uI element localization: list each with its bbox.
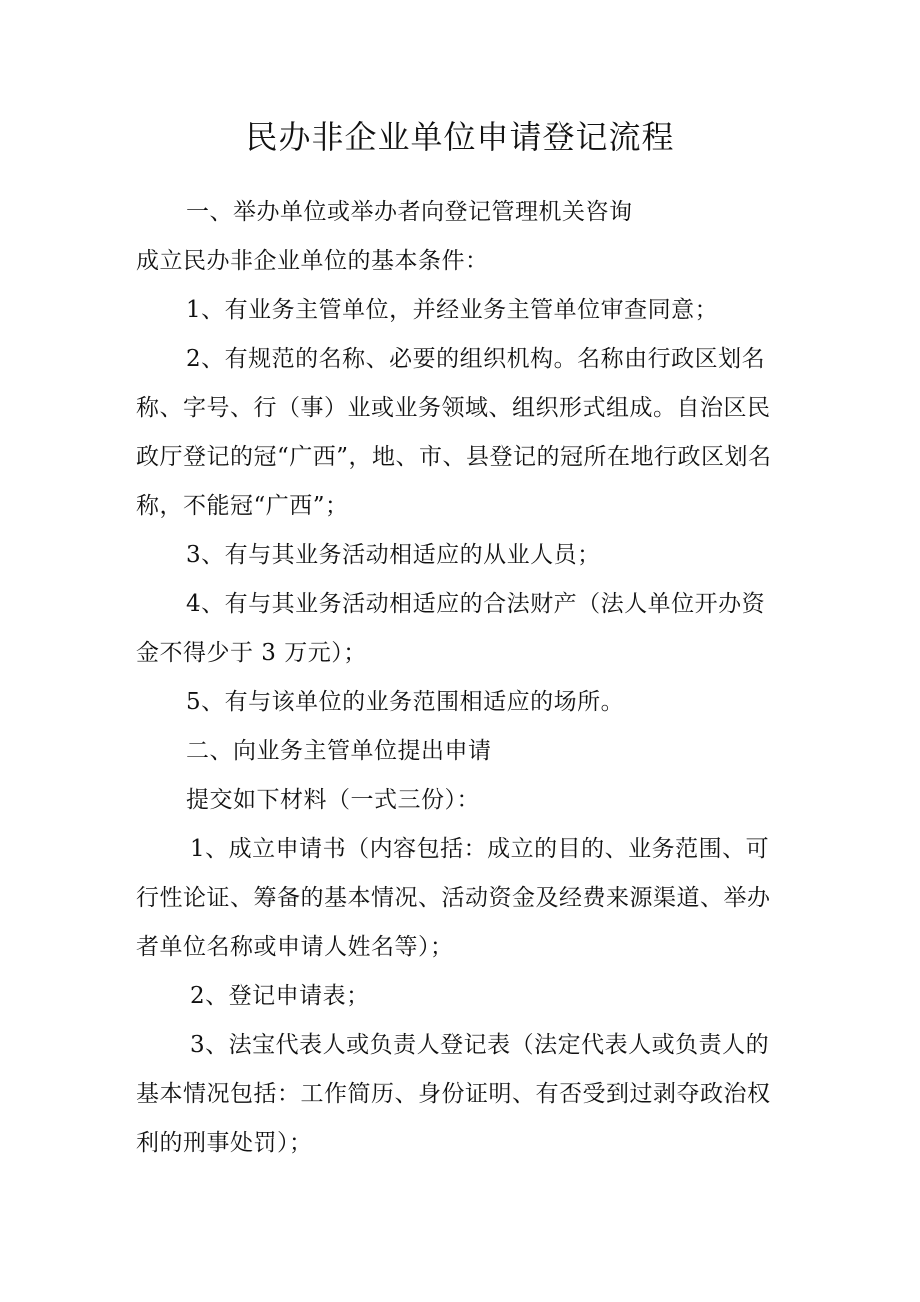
condition-item-3: 3、有与其业务活动相适应的从业人员； [186,542,601,568]
material-item-2: 2、登记申请表； [190,983,370,1009]
material-item-1: 1、成立申请书（内容包括：成立的目的、业务范围、可行性论证、筹备的基本情况、活动资金及经费来源渠道、举办者单位名称或申请人姓名等）； [136,836,771,960]
condition-item-4: 4、有与其业务活动相适应的合法财产（法人单位开办资金不得少于 3 万元）； [136,591,766,666]
condition-item-5: 5、有与该单位的业务范围相适应的场所。 [186,689,625,715]
basic-conditions-intro: 成立民办非企业单位的基本条件： [136,248,489,274]
document-title: 民办非企业单位申请登记流程 [245,118,675,156]
document-body [136,188,788,1168]
condition-item-2: 2、有规范的名称、必要的组织机构。名称由行政区划名称、字号、行（事）业或业务领域、组织形式组成。自治区民政厅登记的冠“广西”，地、市、县登记的冠所在地行政区划名称，不能冠“广西”； [136,346,772,519]
section-heading-consult: 一、举办单位或举办者向登记管理机关咨询 [186,199,633,225]
section-heading-apply: 二、向业务主管单位提出申请 [186,738,492,764]
condition-item-1: 1、有业务主管单位，并经业务主管单位审查同意； [186,297,719,323]
materials-intro: 提交如下材料（一式三份）： [186,787,480,813]
material-item-3: 3、法宝代表人或负责人登记表（法定代表人或负责人的基本情况包括：工作简历、身份证明、有否受到过剥夺政治权利的刑事处罚）； [136,1032,771,1156]
